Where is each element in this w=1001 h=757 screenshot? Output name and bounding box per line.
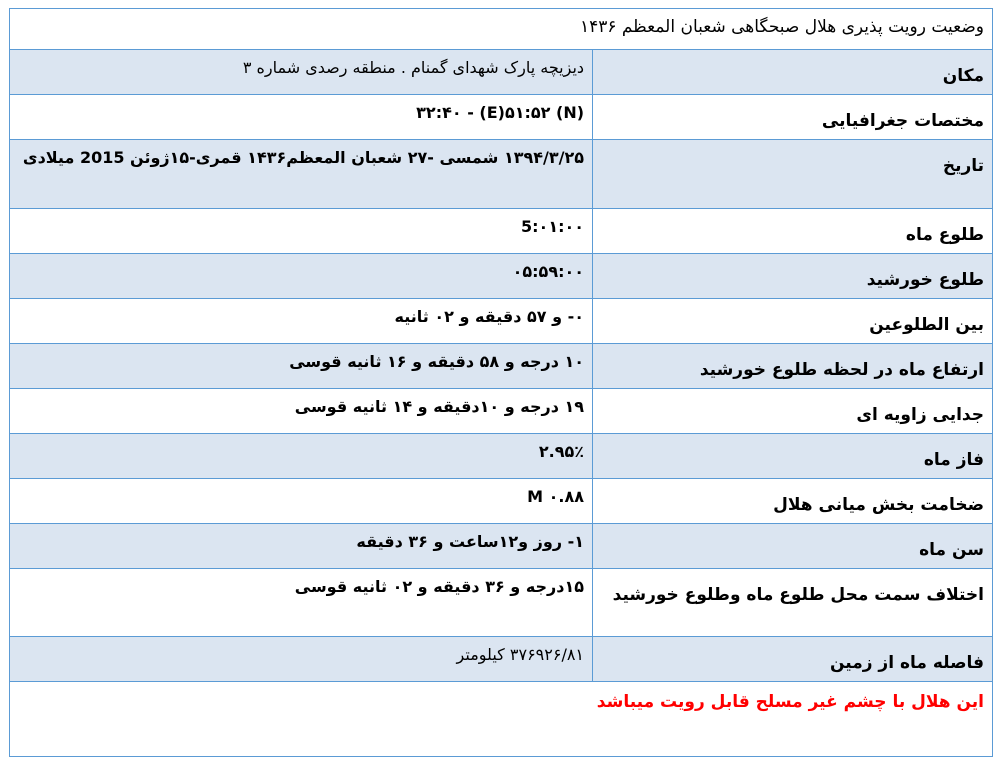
visibility-conclusion: این هلال با چشم غیر مسلح قابل رویت میباشد	[10, 682, 993, 757]
table-row-moonrise	[10, 209, 993, 254]
table-row-coordinates	[10, 95, 993, 140]
row-label: طلوع ماه	[593, 209, 993, 254]
table-row-sunrise	[10, 254, 993, 299]
table-title: وضعیت رویت پذیری هلال صبحگاهی شعبان المعظم ۱۴۳۶	[10, 9, 993, 50]
row-label: تاریخ	[593, 140, 993, 209]
row-label: اختلاف سمت محل طلوع ماه وطلوع خورشید	[593, 569, 993, 637]
row-value: دیزیچه پارک شهدای گمنام . منطقه رصدی شماره ۳	[10, 50, 593, 95]
table-row-elongation	[10, 389, 993, 434]
table-row-interval	[10, 299, 993, 344]
row-value: ۱۵درجه و ۳۶ دقیقه و ۰۲ ثانیه قوسی	[10, 569, 593, 637]
row-label: فاصله ماه از زمین	[593, 637, 993, 682]
table-row-location	[10, 50, 993, 95]
row-value: ۰۵:۵۹:۰۰	[10, 254, 593, 299]
row-value: (N) ۳۲:۴۰ - (E)۵۱:۵۲	[10, 95, 593, 140]
table-row-phase	[10, 434, 993, 479]
row-label: فاز ماه	[593, 434, 993, 479]
row-value: ۱۰ درجه و ۵۸ دقیقه و ۱۶ ثانیه قوسی	[10, 344, 593, 389]
table-row-moon-altitude	[10, 344, 993, 389]
row-value: 5:۰۱:۰۰	[10, 209, 593, 254]
row-value: ۱۹ درجه و ۱۰دقیقه و ۱۴ ثانیه قوسی	[10, 389, 593, 434]
row-label: طلوع خورشید	[593, 254, 993, 299]
table-row-crescent-width	[10, 479, 993, 524]
row-value: ۱- روز و۱۲ساعت و ۳۶ دقیقه	[10, 524, 593, 569]
moon-visibility-table	[9, 8, 993, 757]
row-value: ۰.۸۸ M	[10, 479, 593, 524]
row-value: ۱۳۹۴/۳/۲۵ شمسی -۲۷ شعبان المعظم۱۴۳۶ قمری-۱۵ژوئن 2015 میلادی	[10, 140, 593, 209]
table-row-azimuth-difference	[10, 569, 993, 637]
row-value: ۲.۹۵٪	[10, 434, 593, 479]
row-label: سن ماه	[593, 524, 993, 569]
row-label: جدایی زاویه ای	[593, 389, 993, 434]
footer-row	[10, 682, 993, 757]
table-row-moon-age	[10, 524, 993, 569]
row-value: ۰- و ۵۷ دقیقه و ۰۲ ثانیه	[10, 299, 593, 344]
title-row	[10, 9, 993, 50]
row-label: ارتفاع ماه در لحظه طلوع خورشید	[593, 344, 993, 389]
row-label: بین الطلوعین	[593, 299, 993, 344]
table-row-moon-distance	[10, 637, 993, 682]
table-row-date	[10, 140, 993, 209]
row-label: ضخامت بخش میانی هلال	[593, 479, 993, 524]
row-value: ۳۷۶۹۲۶/۸۱ کیلومتر	[10, 637, 593, 682]
row-label: مختصات جغرافیایی	[593, 95, 993, 140]
row-label: مکان	[593, 50, 993, 95]
